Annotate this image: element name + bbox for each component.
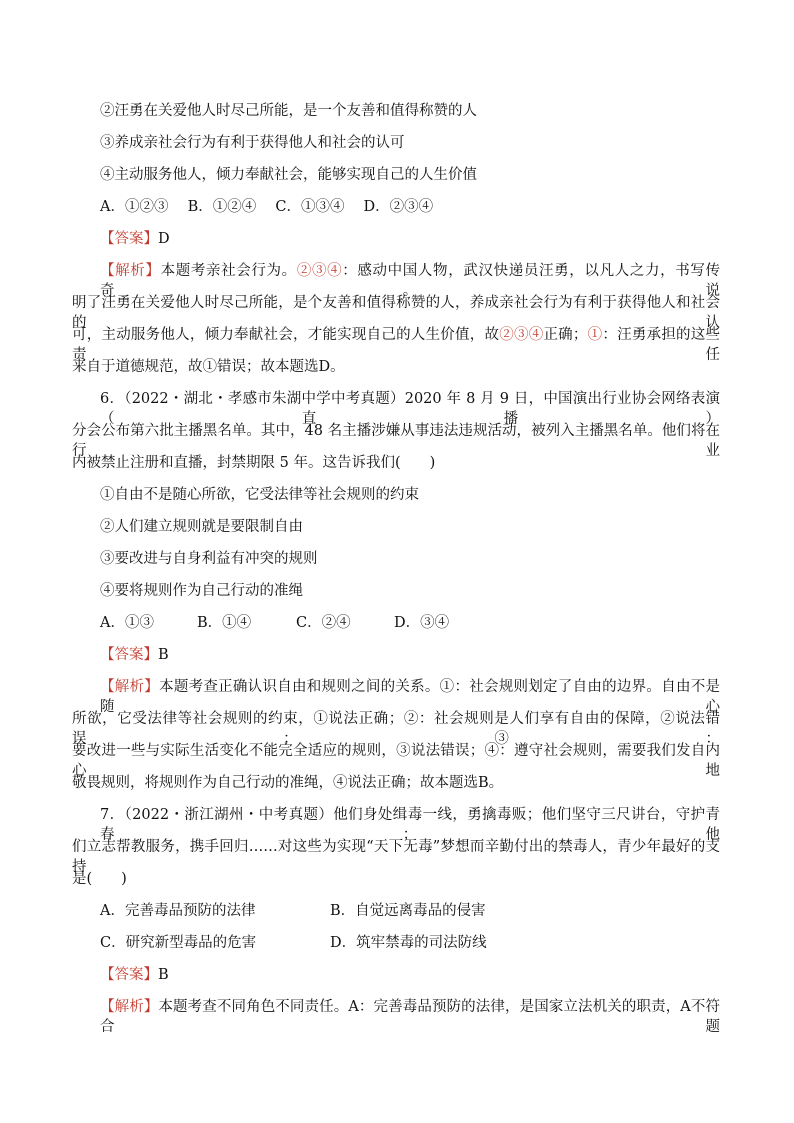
analysis-text: 本题考查正确认识自由和规则之间的关系。①：社会规则划定了自由的边界。自由不是随心 bbox=[100, 679, 721, 715]
analysis-highlight: ① bbox=[587, 327, 603, 343]
q6-statement-3: ③要改进与自身利益有冲突的规则 bbox=[100, 551, 318, 567]
q7-stem-line-3: 是( ) bbox=[72, 871, 127, 887]
q6-option-d: D．③④ bbox=[394, 615, 450, 631]
q5-statement-2: ②汪勇在关爱他人时尽己所能，是一个友善和值得称赞的人 bbox=[100, 103, 477, 119]
q6-statement-2: ②人们建立规则就是要限制自由 bbox=[100, 519, 303, 535]
answer-label: 【答案】 bbox=[100, 647, 158, 663]
analysis-text: 正确； bbox=[543, 327, 588, 343]
q7-answer bbox=[100, 965, 169, 985]
q7-stem-line-1: 7．（2022・浙江湖州・中考真题）他们身处缉毒一线，勇擒毒贩；他们坚守三尺讲台，守护青春；他 bbox=[100, 807, 720, 843]
q6-analysis-line-2: 所欲，它受法律等社会规则的约束，①说法正确；②：社会规则是人们享有自由的保障，②说法错误；③： bbox=[72, 711, 720, 747]
q5-answer bbox=[100, 229, 170, 249]
q6-stem-line-1: 6．（2022・湖北・孝感市朱湖中学中考真题）2020 年 8 月 9 日，中国演出行业协会网络表演（直播） bbox=[100, 391, 720, 427]
q6-option-a: A．①③ bbox=[100, 615, 154, 631]
q7-option-c: C．研究新型毒品的危害 bbox=[100, 935, 257, 951]
analysis-highlight: ②③④ bbox=[296, 263, 343, 279]
q5-analysis-line-4: 来自于道德规范，故①错误；故本题选D。 bbox=[72, 359, 345, 375]
q7-option-b: B．自觉远离毒品的侵害 bbox=[330, 903, 486, 919]
analysis-text: 本题考查不同角色不同责任。A：完善毒品预防的法律，是国家立法机关的职责，A不符合题 bbox=[100, 999, 720, 1035]
analysis-text: 本题考亲社会行为。 bbox=[160, 263, 297, 279]
q6-option-c: C．②④ bbox=[296, 615, 351, 631]
analysis-text: ：汪勇承担的这些责任 bbox=[72, 327, 721, 363]
analysis-text: 可，主动服务他人，倾力奉献社会，才能实现自己的人生价值，故 bbox=[72, 327, 500, 343]
q7-option-d: D．筑牢禁毒的司法防线 bbox=[330, 935, 487, 951]
q6-stem-line-2: 分会公布第六批主播黑名单。其中，48 名主播涉嫌从事违法违规活动，被列入主播黑名单。他们将在行业 bbox=[72, 423, 720, 459]
answer-label: 【答案】 bbox=[100, 967, 158, 983]
q6-statement-4: ④要将规则作为自己行动的准绳 bbox=[100, 583, 303, 599]
answer-value: B bbox=[158, 967, 169, 983]
analysis-text: ：感动中国人物，武汉快递员汪勇，以凡人之力，书写传奇。说 bbox=[100, 263, 721, 299]
q6-stem-line-3: 内被禁止注册和直播，封禁期限 5 年。这告诉我们( ) bbox=[72, 455, 436, 471]
q6-answer bbox=[100, 645, 169, 665]
q7-stem-line-2: 们立志帮教服务，携手回归……对这些为实现“天下无毒”梦想而辛勤付出的禁毒人，青少年最好的支持 bbox=[72, 839, 720, 875]
answer-label: 【答案】 bbox=[100, 231, 158, 247]
q5-statement-3: ③养成亲社会行为有利于获得他人和社会的认可 bbox=[100, 135, 405, 151]
q6-analysis-line-4: 敬畏规则，将规则作为自己行动的准绳，④说法正确；故本题选B。 bbox=[72, 775, 504, 791]
q5-options: A．①②③ B．①②④ C．①③④ D．②③④ bbox=[100, 199, 434, 215]
q6-statement-1: ①自由不是随心所欲，它受法律等社会规则的约束 bbox=[100, 487, 419, 503]
q5-statement-4: ④主动服务他人，倾力奉献社会，能够实现自己的人生价值 bbox=[100, 167, 477, 183]
q7-option-a: A．完善毒品预防的法律 bbox=[100, 903, 256, 919]
analysis-label: 【解析】 bbox=[100, 679, 160, 695]
answer-value: D bbox=[158, 231, 170, 247]
q6-option-b: B．①④ bbox=[197, 615, 252, 631]
analysis-highlight: ②③④ bbox=[499, 327, 544, 343]
q5-analysis-line-2: 明了汪勇在关爱他人时尽己所能，是个友善和值得称赞的人，养成亲社会行为有利于获得他人和社会的认 bbox=[72, 295, 720, 331]
q7-analysis-line-1 bbox=[100, 997, 720, 1037]
analysis-label: 【解析】 bbox=[100, 263, 161, 279]
q6-analysis-line-3: 要改进一些与实际生活变化不能完全适应的规则，③说法错误；④：遵守社会规则，需要我们发自内心地 bbox=[72, 743, 720, 779]
analysis-label: 【解析】 bbox=[100, 999, 159, 1015]
answer-value: B bbox=[158, 647, 169, 663]
